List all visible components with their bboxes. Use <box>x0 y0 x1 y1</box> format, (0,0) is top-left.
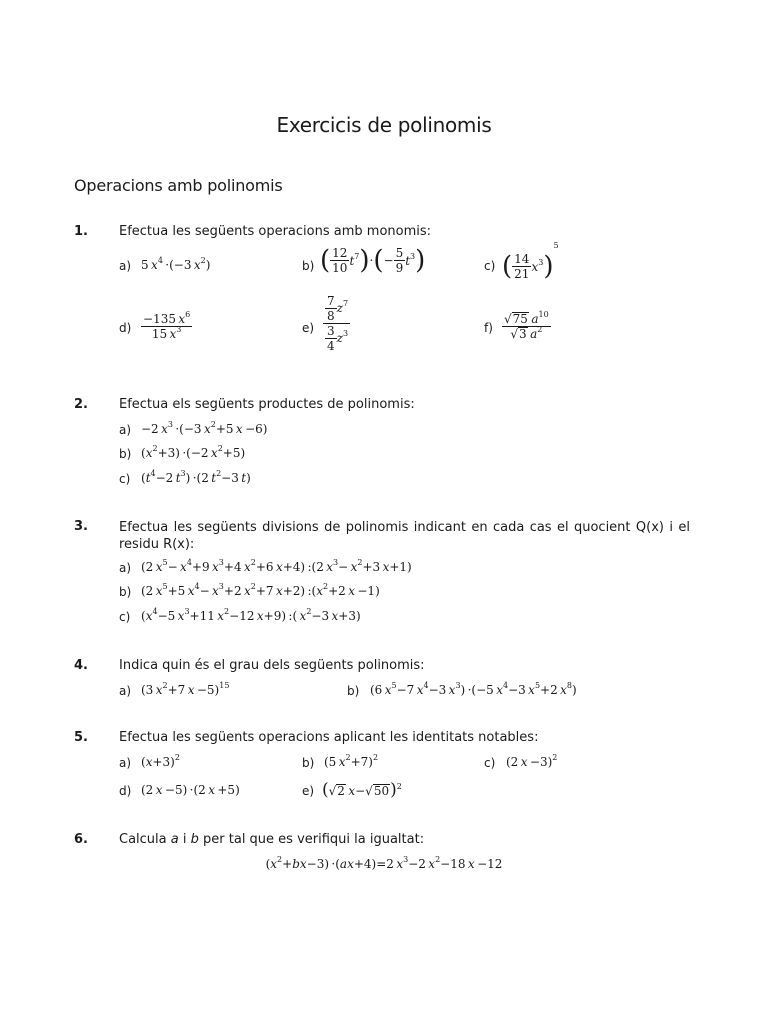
q1-expr-c: ( $\frac{14}{21}$ $x^3)^5$ <box>502 241 559 282</box>
q2-expr-b: $(x^2+3) \cdot(-2$ $x^2+5$) <box>141 444 246 460</box>
section-heading: Operacions amb polinomis <box>74 176 283 195</box>
q4-label-b: b) <box>347 684 360 698</box>
q1-label-a: a) <box>119 259 132 273</box>
q5-label-c: c) <box>484 756 496 770</box>
q6-statement: Calcula a i b per tal que es verifiqui la igualtat: <box>119 832 425 847</box>
q6-number: 6. <box>74 832 88 847</box>
q2-number: 2. <box>74 397 88 412</box>
q3-label-a: a) <box>119 561 132 575</box>
q1-expr-a: 5 $x^4 \cdot(-3$ $x^2$) <box>141 256 211 272</box>
q2-statement: Efectua els següents productes de polinomis: <box>119 397 415 412</box>
q1-label-e: e) <box>302 321 315 335</box>
q2-label-a: a) <box>119 423 132 437</box>
q6-equation: $(x^2+bx-3) \cdot(ax+4)=2$ $x^3-2$ $x^2-18$ x −12 <box>265 855 503 871</box>
q5-label-d: d) <box>119 784 132 798</box>
q5-expr-a: $(x+3)^2$ <box>141 753 180 769</box>
q1-label-c: c) <box>484 259 496 273</box>
q4-statement: Indica quin és el grau dels següents polinomis: <box>119 658 425 673</box>
q2-expr-a: −2 $x^3 \cdot(-3$ $x^2+5$ x −6) <box>141 420 268 436</box>
q1-expr-b: ( $\frac{12}{10}$ $t^7)\cdot(-$ $\frac{5}{9}$ $t^3$) <box>320 245 426 276</box>
q5-label-b: b) <box>302 756 315 770</box>
q1-number: 1. <box>74 224 88 239</box>
q3-expr-c: ($x^4-5$ $x^3+11$ $x^2-12$ x+9) :( $x^2-3$ x+3) <box>141 607 361 623</box>
q1-expr-e: $\frac{7}{8}$ $z^7$ $\frac{3}{4}$ $z^3$ <box>323 294 350 353</box>
q5-expr-d: (2 x −5) ·(2 x +5) <box>141 783 240 797</box>
q4-number: 4. <box>74 658 88 673</box>
q3-statement: Efectua les següents divisions de polinomis indicant en cada cas el quocient Q(x) i el residu R(x): <box>119 520 690 552</box>
q5-expr-e: (√2 x−√50)$^2$ <box>322 780 402 800</box>
q1-statement: Efectua les següents operacions amb monomis: <box>119 224 432 239</box>
q3-number: 3. <box>74 519 88 534</box>
q5-number: 5. <box>74 730 88 745</box>
q4-label-a: a) <box>119 684 132 698</box>
q2-label-c: c) <box>119 472 131 486</box>
q1-label-d: d) <box>119 321 132 335</box>
q2-expr-c: ($t^4-2$ $t^3) \cdot(2$ $t^2-3$ t) <box>141 469 251 485</box>
q4-expr-a: (3 $x^2+7$ x −5)$^{15}$ <box>141 681 230 697</box>
q1-expr-f: $\frac{√75 a^{10}}{√3 a^2}$ <box>504 310 549 341</box>
q5-label-a: a) <box>119 756 132 770</box>
q5-statement: Efectua les següents operacions aplicant les identitats notables: <box>119 730 539 745</box>
q2-label-b: b) <box>119 447 132 461</box>
q1-expr-d: $\frac{-135 x^6}{15 x^3}$ <box>143 310 191 341</box>
q1-label-f: f) <box>484 321 493 335</box>
q1-label-b: b) <box>302 259 315 273</box>
q4-expr-b: (6 $x^5-7$ $x^4-3$ $x^3) \cdot(-5$ $x^4-3$ $x^5+2$ $x^8$) <box>370 681 577 697</box>
page-title: Exercicis de polinomis <box>276 113 492 137</box>
q3-expr-a: (2 $x^5- x^4+9$ $x^3+4$ $x^2+6$ x+4) :(2 $x^3- x^2+3$ x+1) <box>141 558 412 574</box>
q3-label-b: b) <box>119 585 132 599</box>
q5-label-e: e) <box>302 784 315 798</box>
q5-expr-b: (5 $x^2+7)^2$ <box>324 753 379 769</box>
q3-label-c: c) <box>119 610 131 624</box>
q5-expr-c: (2 x −3)$^2$ <box>506 753 558 769</box>
q3-expr-b: (2 $x^5+5$ $x^4- x^3+2$ $x^2+7$ x+2) $:(x^2+2$ x −1) <box>141 582 380 598</box>
